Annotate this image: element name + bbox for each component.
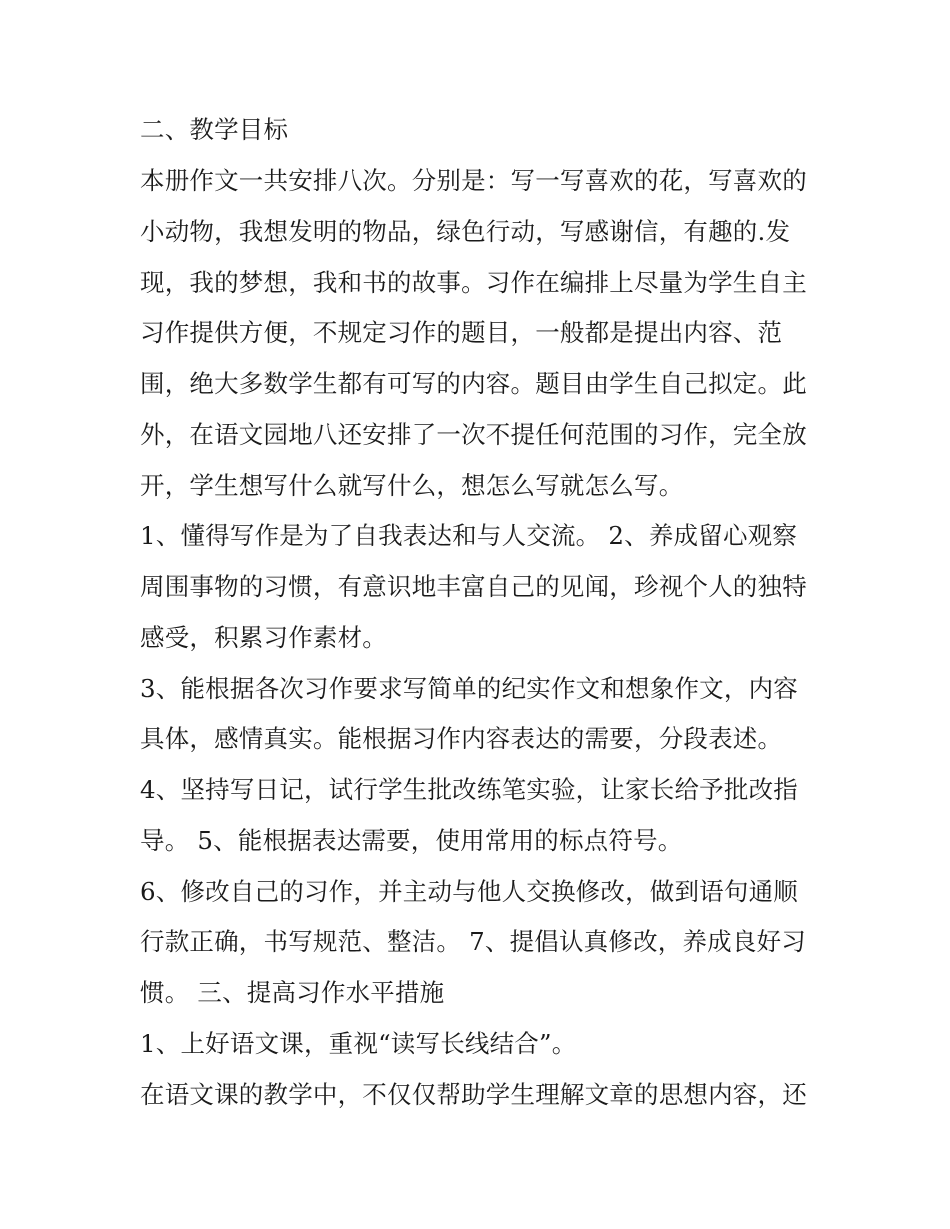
text-line: 1、上好语文课，重视“读写长线结合”。 [140,1029,577,1058]
section-heading: 二、教学目标 [140,115,289,144]
text-line: 具体，感情真实。能根据习作内容表达的需要，分段表述。 [140,724,783,753]
text-line: 习作提供方便，不规定习作的题目，一般都是提出内容、范 [140,318,783,347]
text-line: 6、修改自己的习作，并主动与他人交换修改，做到语句通顺 [140,877,798,906]
text-line: 1、懂得写作是为了自我表达和与人交流。 2、养成留心观察 [140,521,798,550]
text-line: 行款正确，书写规范、整洁。 7、提倡认真修改，养成良好习 [140,927,806,956]
text-line: 围，绝大多数学生都有可写的内容。题目由学生自己拟定。此 [140,369,807,398]
text-line: 本册作文一共安排八次。分别是：写一写喜欢的花，写喜欢的 [140,166,807,195]
text-line: 感受，积累习作素材。 [140,623,387,652]
text-line: 小动物，我想发明的物品，绿色行动，写感谢信，有趣的.发 [140,217,791,246]
text-line: 3、能根据各次习作要求写简单的纪实作文和想象作文，内容 [140,674,798,703]
text-line: 惯。 三、提高习作水平措施 [140,978,445,1007]
text-line: 现，我的梦想，我和书的故事。习作在编排上尽量为学生自主 [140,268,807,297]
text-line: 导。 5、能根据表达需要，使用常用的标点符号。 [140,826,683,855]
text-line: 在语文课的教学中，不仅仅帮助学生理解文章的思想内容，还 [140,1080,807,1109]
text-line: 外，在语文园地八还安排了一次不提任何范围的习作，完全放 [140,420,807,449]
text-line: 4、坚持写日记，试行学生批改练笔实验，让家长给予批改指 [140,775,798,804]
text-line: 周围事物的习惯，有意识地丰富自己的见闻，珍视个人的独特 [140,572,807,601]
text-line: 开，学生想写什么就写什么，想怎么写就怎么写。 [140,471,684,500]
